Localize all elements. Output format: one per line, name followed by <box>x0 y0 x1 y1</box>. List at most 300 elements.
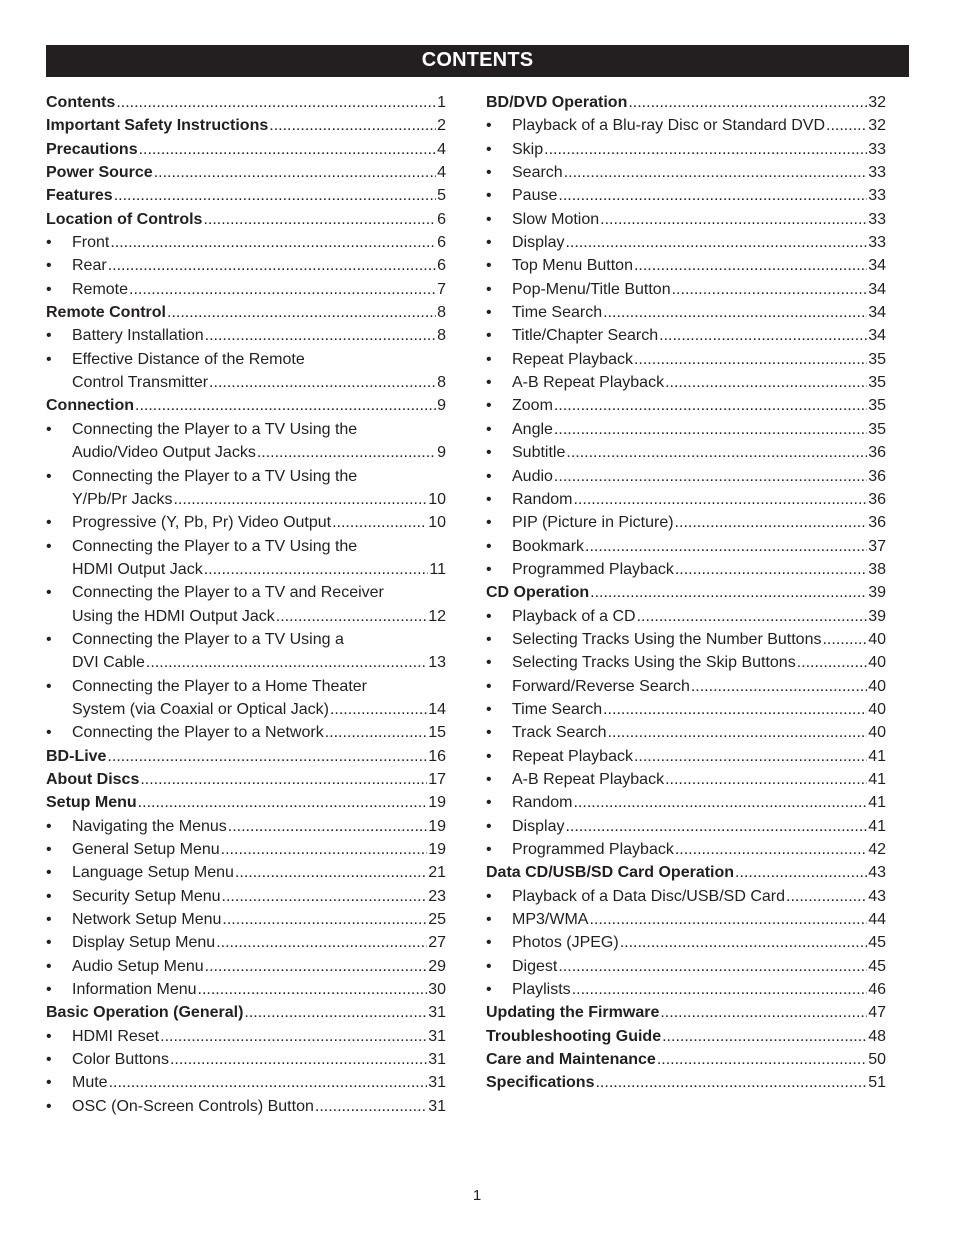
toc-entry[interactable] <box>486 885 886 908</box>
toc-entry[interactable] <box>46 931 446 954</box>
toc-entry-page: 19 <box>428 817 446 835</box>
bullet-icon: • <box>46 887 52 905</box>
bullet-icon: • <box>46 934 52 952</box>
toc-entry-title: Playlists <box>512 981 571 999</box>
toc-entry-title: Bookmark <box>512 537 585 555</box>
dot-leader <box>244 1001 427 1024</box>
toc-entry-title: A-B Repeat Playback <box>512 770 665 788</box>
dot-leader <box>116 91 436 114</box>
dot-leader <box>672 278 868 301</box>
toc-entry-page: 32 <box>868 94 886 111</box>
toc-entry-page: 43 <box>868 887 886 905</box>
toc-entry-title: Information Menu <box>72 981 197 999</box>
toc-entry-title: General Setup Menu <box>72 841 220 858</box>
dot-leader <box>160 1025 427 1048</box>
toc-entry-page: 27 <box>428 934 446 952</box>
toc-entry-title: Time Search <box>512 700 603 718</box>
toc-entry-page: 10 <box>428 514 446 532</box>
dot-leader <box>675 558 867 581</box>
toc-entry-title: System (via Coaxial or Optical Jack) <box>72 700 329 718</box>
toc-entry-page: 34 <box>868 257 886 275</box>
bullet-icon: • <box>486 514 492 532</box>
toc-entry-title-line: Connecting the Player to a TV Using the <box>72 467 358 485</box>
toc-entry-title: Repeat Playback <box>512 747 633 765</box>
toc-entry[interactable] <box>486 348 886 371</box>
toc-entry[interactable] <box>46 861 446 884</box>
dot-leader <box>657 1048 867 1071</box>
toc-entry-page: 9 <box>437 397 446 415</box>
bullet-icon: • <box>486 537 492 555</box>
dot-leader <box>140 768 427 791</box>
page-title: CONTENTS <box>421 49 534 71</box>
dot-leader <box>222 885 428 908</box>
toc-entry[interactable] <box>486 908 886 931</box>
toc-entry[interactable] <box>46 721 446 744</box>
dot-leader <box>735 861 867 884</box>
toc-entry-title: Playback of a Data Disc/USB/SD Card <box>512 887 785 905</box>
toc-entry[interactable] <box>46 1048 446 1071</box>
toc-entry[interactable] <box>46 815 446 838</box>
toc-entry-page: 31 <box>428 1004 446 1022</box>
toc-entry-title: Navigating the Menus <box>72 817 227 835</box>
toc-entry[interactable] <box>486 394 886 417</box>
dot-leader <box>573 791 867 814</box>
dot-leader <box>603 301 867 324</box>
toc-entry-title: Skip <box>512 140 544 158</box>
dot-leader <box>565 231 867 254</box>
toc-entry-page: 35 <box>868 374 886 392</box>
toc-entry-title: Location of Controls <box>46 210 203 228</box>
dot-leader <box>608 721 868 744</box>
toc-entry-title: HDMI Reset <box>72 1027 160 1045</box>
toc-entry[interactable] <box>46 511 446 534</box>
toc-entry[interactable] <box>46 1001 446 1024</box>
toc-entry-title: Audio Setup Menu <box>72 957 204 975</box>
bullet-icon: • <box>486 770 492 788</box>
toc-entry[interactable] <box>46 184 446 207</box>
bullet-icon: • <box>46 350 52 368</box>
toc-entry[interactable] <box>486 1048 886 1071</box>
toc-entry-title: Progressive (Y, Pb, Pr) Video Output <box>72 514 332 532</box>
toc-entry[interactable] <box>46 791 446 814</box>
toc-entry[interactable] <box>46 114 446 137</box>
toc-entry-page: 35 <box>868 350 886 368</box>
bullet-icon: • <box>46 420 52 438</box>
toc-entry[interactable] <box>486 931 886 954</box>
toc-entry-page: 37 <box>868 537 886 555</box>
toc-entry-page: 31 <box>428 1074 446 1092</box>
toc-entry[interactable] <box>46 394 446 417</box>
dot-leader <box>228 815 427 838</box>
bullet-icon: • <box>486 234 492 252</box>
toc-entry-page: 11 <box>429 560 446 578</box>
toc-entry-title: Top Menu Button <box>512 257 633 275</box>
dot-leader <box>634 254 867 277</box>
page-number: 1 <box>472 1187 482 1204</box>
toc-entry-title: Forward/Reverse Search <box>512 677 690 695</box>
bullet-icon: • <box>46 911 52 929</box>
toc-entry-title: Specifications <box>486 1074 595 1092</box>
toc-entry-page: 33 <box>868 140 886 158</box>
toc-entry[interactable] <box>46 955 446 978</box>
toc-entry[interactable] <box>486 1025 886 1048</box>
dot-leader <box>235 861 427 884</box>
toc-entry-title: Programmed Playback <box>512 841 674 858</box>
toc-entry[interactable] <box>486 161 886 184</box>
toc-entry-page: 9 <box>437 444 446 462</box>
toc-entry-page: 6 <box>437 234 446 252</box>
toc-entry[interactable] <box>486 1001 886 1024</box>
toc-entry[interactable] <box>486 254 886 277</box>
dot-leader <box>554 418 867 441</box>
toc-entry-page: 34 <box>868 280 886 298</box>
contents-header <box>46 45 909 77</box>
toc-entry[interactable] <box>486 488 886 511</box>
toc-entry[interactable] <box>46 418 446 465</box>
toc-entry[interactable] <box>486 605 886 628</box>
toc-entry[interactable] <box>46 1095 446 1118</box>
toc-entry-page: 13 <box>428 654 446 672</box>
toc-entry[interactable] <box>46 348 446 395</box>
toc-entry-page: 25 <box>428 911 446 929</box>
toc-entry[interactable] <box>486 698 886 721</box>
dot-leader <box>170 1048 427 1071</box>
toc-entry-page: 47 <box>868 1004 886 1022</box>
bullet-icon: • <box>486 794 492 812</box>
toc-entry-title: Y/Pb/Pr Jacks <box>72 490 173 508</box>
bullet-icon: • <box>486 350 492 368</box>
dot-leader <box>797 651 868 674</box>
toc-entry-page: 14 <box>428 700 446 718</box>
dot-leader <box>198 978 428 1001</box>
bullet-icon: • <box>486 420 492 438</box>
toc-entry-page: 15 <box>428 724 446 742</box>
toc-entry[interactable] <box>46 745 446 768</box>
toc-right-column <box>486 91 886 1095</box>
toc-entry-page: 33 <box>868 164 886 182</box>
toc-entry[interactable] <box>486 768 886 791</box>
toc-entry-title: Contents <box>46 94 116 111</box>
dot-leader <box>822 628 867 651</box>
dot-leader <box>675 838 867 861</box>
toc-entry-page: 44 <box>868 911 886 929</box>
dot-leader <box>138 791 428 814</box>
bullet-icon: • <box>486 911 492 929</box>
dot-leader <box>665 371 867 394</box>
toc-entry-page: 40 <box>868 677 886 695</box>
toc-entry-page: 40 <box>868 724 886 742</box>
toc-entry-page: 40 <box>868 654 886 672</box>
bullet-icon: • <box>486 467 492 485</box>
toc-entry[interactable] <box>486 628 886 651</box>
toc-entry-title: Connecting the Player to a Network <box>72 724 324 742</box>
toc-entry[interactable] <box>486 418 886 441</box>
toc-entry[interactable] <box>46 138 446 161</box>
dot-leader <box>628 91 867 114</box>
toc-entry-title: Setup Menu <box>46 794 137 812</box>
toc-entry-page: 36 <box>868 490 886 508</box>
toc-entry-page: 40 <box>868 630 886 648</box>
dot-leader <box>315 1095 427 1118</box>
toc-entry-title-line: Connecting the Player to a TV Using the <box>72 537 358 555</box>
bullet-icon: • <box>486 210 492 228</box>
toc-entry[interactable] <box>486 208 886 231</box>
toc-entry[interactable] <box>486 511 886 534</box>
toc-entry-page: 46 <box>868 981 886 999</box>
toc-entry-page: 6 <box>437 210 446 228</box>
bullet-icon: • <box>486 724 492 742</box>
toc-entry-page: 41 <box>868 794 886 812</box>
toc-entry-title: Network Setup Menu <box>72 911 222 929</box>
toc-entry[interactable] <box>486 371 886 394</box>
toc-entry-page: 50 <box>868 1051 886 1069</box>
toc-entry-page: 31 <box>428 1097 446 1115</box>
toc-entry-title: BD/DVD Operation <box>486 94 628 111</box>
toc-entry-title: DVI Cable <box>72 654 145 672</box>
bullet-icon: • <box>46 1027 52 1045</box>
toc-entry-title: Pause <box>512 187 558 205</box>
toc-entry[interactable] <box>486 91 886 114</box>
toc-entry[interactable] <box>46 465 446 512</box>
toc-entry-page: 21 <box>428 864 446 882</box>
toc-entry-title: Important Safety Instructions <box>46 117 269 135</box>
toc-entry[interactable] <box>486 651 886 674</box>
toc-entry[interactable] <box>46 978 446 1001</box>
toc-entry-title: Zoom <box>512 397 553 415</box>
dot-leader <box>109 1071 428 1094</box>
toc-entry-title: Security Setup Menu <box>72 887 221 905</box>
bullet-icon: • <box>46 817 52 835</box>
dot-leader <box>216 931 427 954</box>
toc-entry[interactable] <box>486 838 886 861</box>
bullet-icon: • <box>486 187 492 205</box>
toc-entry-title: Photos (JPEG) <box>512 934 619 952</box>
toc-entry-page: 41 <box>868 817 886 835</box>
toc-entry-title-line: Effective Distance of the Remote <box>72 350 305 368</box>
dot-leader <box>585 535 867 558</box>
toc-entry[interactable] <box>486 138 886 161</box>
dot-leader <box>154 161 436 184</box>
toc-entry[interactable] <box>486 581 886 604</box>
dot-leader <box>139 138 437 161</box>
toc-entry[interactable] <box>46 208 446 231</box>
bullet-icon: • <box>46 327 52 345</box>
toc-entry-title: PIP (Picture in Picture) <box>512 514 674 532</box>
dot-leader <box>554 394 867 417</box>
toc-entry[interactable] <box>486 1071 886 1094</box>
toc-entry[interactable] <box>486 558 886 581</box>
toc-entry-title: Mute <box>72 1074 108 1092</box>
bullet-icon: • <box>46 841 52 858</box>
dot-leader <box>209 371 436 394</box>
toc-entry-page: 36 <box>868 467 886 485</box>
toc-entry-title: Track Search <box>512 724 607 742</box>
toc-entry-title: Remote Control <box>46 304 166 322</box>
toc-entry-title: Selecting Tracks Using the Skip Buttons <box>512 654 796 672</box>
toc-entry-page: 41 <box>868 747 886 765</box>
toc-entry[interactable] <box>46 838 446 861</box>
toc-entry-title: Features <box>46 187 113 205</box>
toc-entry-title: Updating the Firmware <box>486 1004 660 1022</box>
toc-entry[interactable] <box>46 675 446 722</box>
bullet-icon: • <box>486 700 492 718</box>
bullet-icon: • <box>486 934 492 952</box>
toc-entry-title: Using the HDMI Output Jack <box>72 607 275 625</box>
toc-entry-title: About Discs <box>46 770 140 788</box>
toc-entry[interactable] <box>46 1025 446 1048</box>
toc-entry-title: Precautions <box>46 140 138 158</box>
dot-leader <box>665 768 867 791</box>
bullet-icon: • <box>46 280 52 298</box>
toc-entry[interactable] <box>46 885 446 908</box>
bullet-icon: • <box>486 654 492 672</box>
toc-entry-page: 29 <box>428 957 446 975</box>
toc-entry-page: 36 <box>868 514 886 532</box>
bullet-icon: • <box>486 164 492 182</box>
dot-leader <box>204 558 429 581</box>
toc-entry[interactable] <box>486 301 886 324</box>
toc-entry[interactable] <box>46 908 446 931</box>
toc-entry[interactable] <box>46 161 446 184</box>
bullet-icon: • <box>46 957 52 975</box>
toc-entry[interactable] <box>46 231 446 254</box>
bullet-icon: • <box>46 514 52 532</box>
toc-entry[interactable] <box>46 254 446 277</box>
toc-entry-title: Remote <box>72 280 129 298</box>
toc-entry[interactable] <box>486 721 886 744</box>
toc-entry-page: 7 <box>437 280 446 298</box>
dot-leader <box>330 698 427 721</box>
bullet-icon: • <box>46 537 52 555</box>
toc-entry-title: CD Operation <box>486 584 590 602</box>
toc-entry-title: Rear <box>72 257 107 275</box>
dot-leader <box>573 488 867 511</box>
bullet-icon: • <box>486 304 492 322</box>
toc-entry[interactable] <box>46 324 446 347</box>
toc-entry-title: Color Buttons <box>72 1051 169 1069</box>
toc-entry-title: Playback of a Blu-ray Disc or Standard DVD <box>512 117 826 135</box>
bullet-icon: • <box>46 981 52 999</box>
toc-entry[interactable] <box>46 1071 446 1094</box>
toc-entry-page: 45 <box>868 934 886 952</box>
dot-leader <box>114 184 436 207</box>
toc-entry[interactable] <box>486 184 886 207</box>
toc-entry[interactable] <box>486 815 886 838</box>
toc-entry[interactable] <box>486 675 886 698</box>
toc-entry[interactable] <box>46 581 446 628</box>
toc-entry-page: 8 <box>437 304 446 322</box>
dot-leader <box>110 231 436 254</box>
toc-entry-title: Time Search <box>512 304 603 322</box>
dot-leader <box>590 581 867 604</box>
toc-entry-title: Troubleshooting Guide <box>486 1027 662 1045</box>
toc-entry-page: 30 <box>428 981 446 999</box>
toc-entry[interactable] <box>486 231 886 254</box>
toc-entry-title-line: Connecting the Player to a TV and Receiver <box>72 584 384 602</box>
toc-entry[interactable] <box>46 535 446 582</box>
toc-entry-page: 45 <box>868 957 886 975</box>
toc-entry-title: Angle <box>512 420 553 438</box>
dot-leader <box>786 885 867 908</box>
dot-leader <box>173 488 427 511</box>
bullet-icon: • <box>486 981 492 999</box>
toc-entry-title: MP3/WMA <box>512 911 589 929</box>
bullet-icon: • <box>486 444 492 462</box>
toc-entry-title: A-B Repeat Playback <box>512 374 665 392</box>
toc-entry-page: 33 <box>868 187 886 205</box>
toc-entry-page: 2 <box>437 117 446 135</box>
toc-entry-title: Playback of a CD <box>512 607 636 625</box>
bullet-icon: • <box>46 234 52 252</box>
toc-entry[interactable] <box>486 791 886 814</box>
toc-entry[interactable] <box>486 955 886 978</box>
toc-entry[interactable] <box>46 768 446 791</box>
toc-entry[interactable] <box>46 301 446 324</box>
bullet-icon: • <box>486 817 492 835</box>
bullet-icon: • <box>46 584 52 602</box>
toc-entry[interactable] <box>486 535 886 558</box>
bullet-icon: • <box>486 397 492 415</box>
bullet-icon: • <box>486 957 492 975</box>
toc-entry-title: HDMI Output Jack <box>72 560 203 578</box>
dot-leader <box>269 114 436 137</box>
toc-entry-title: BD-Live <box>46 747 107 765</box>
toc-entry-page: 4 <box>437 164 446 182</box>
dot-leader <box>558 955 867 978</box>
toc-entry-page: 36 <box>868 444 886 462</box>
dot-leader <box>167 301 436 324</box>
toc-entry-page: 33 <box>868 234 886 252</box>
dot-leader <box>146 651 427 674</box>
bullet-icon: • <box>486 374 492 392</box>
dot-leader <box>325 721 428 744</box>
toc-entry[interactable] <box>46 91 446 114</box>
toc-entry[interactable] <box>46 278 446 301</box>
toc-entry[interactable] <box>486 278 886 301</box>
toc-entry-page: 35 <box>868 420 886 438</box>
toc-entry-page: 12 <box>428 607 446 625</box>
dot-leader <box>600 208 867 231</box>
bullet-icon: • <box>486 140 492 158</box>
toc-entry[interactable] <box>486 441 886 464</box>
toc-entry-title-line: Connecting the Player to a TV Using a <box>72 630 344 648</box>
dot-leader <box>572 978 868 1001</box>
bullet-icon: • <box>486 490 492 508</box>
toc-entry-title: Digest <box>512 957 558 975</box>
toc-entry-page: 39 <box>868 584 886 602</box>
toc-entry[interactable] <box>486 745 886 768</box>
toc-entry[interactable] <box>486 324 886 347</box>
dot-leader <box>222 908 427 931</box>
dot-leader <box>637 605 868 628</box>
toc-entry-title: Basic Operation (General) <box>46 1004 244 1022</box>
toc-entry-page: 23 <box>428 887 446 905</box>
bullet-icon: • <box>486 841 492 858</box>
toc-entry-page: 19 <box>428 841 446 858</box>
toc-entry-title: Care and Maintenance <box>486 1051 656 1069</box>
dot-leader <box>603 698 867 721</box>
toc-entry[interactable] <box>486 465 886 488</box>
dot-leader <box>205 955 428 978</box>
toc-entry[interactable] <box>486 114 886 137</box>
toc-entry-page: 35 <box>868 397 886 415</box>
bullet-icon: • <box>46 1074 52 1092</box>
toc-entry-page: 8 <box>437 327 446 345</box>
dot-leader <box>276 605 427 628</box>
toc-entry[interactable] <box>46 628 446 675</box>
toc-entry[interactable] <box>486 978 886 1001</box>
toc-entry[interactable] <box>486 861 886 884</box>
